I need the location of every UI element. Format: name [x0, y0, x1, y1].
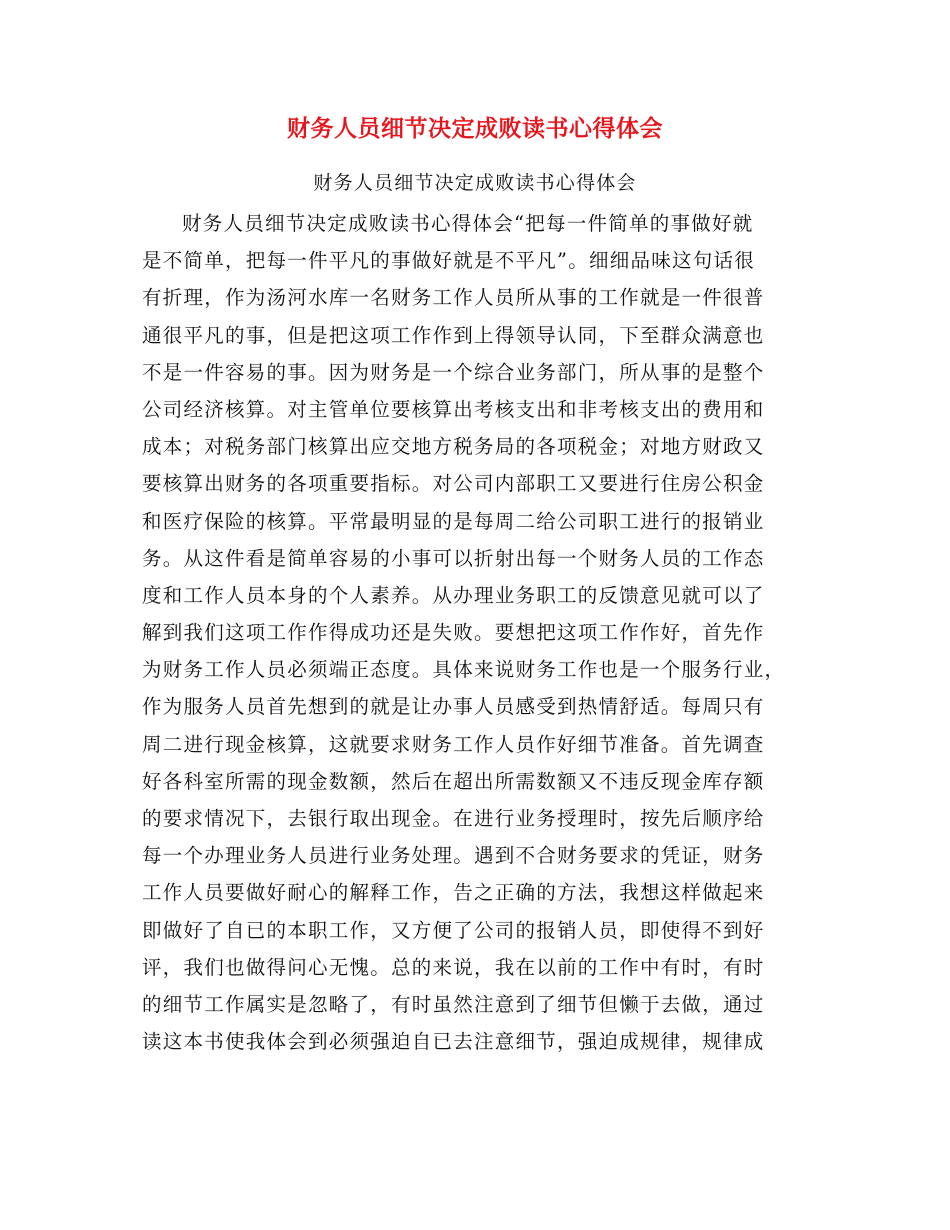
body-line: 的要求情况下，去银行取出现金。在进行业务授理时，按先后顺序给: [142, 807, 765, 830]
body-line: 公司经济核算。对主管单位要核算出考核支出和非考核支出的费用和: [142, 397, 765, 421]
body-line: 好各科室所需的现金数额，然后在超出所需数额又不违反现金库存额: [142, 769, 765, 793]
body-line: 每一个办理业务人员进行业务处理。遇到不合财务要求的凭证，财务: [142, 844, 765, 868]
body-line: 有折理，作为汤河水库一名财务工作人员所从事的工作就是一件很普: [142, 286, 765, 310]
body-line: 读这本书使我体会到必须强迫自已去注意细节，强迫成规律，规律成: [142, 1030, 765, 1054]
body-line: 为财务工作人员必须端正态度。具体来说财务工作也是一个服务行业，: [142, 658, 786, 682]
body-line: 评，我们也做得问心无愧。总的来说，我在以前的工作中有时，有时: [142, 955, 765, 979]
body-line: 和医疗保险的核算。平常最明显的是每周二给公司职工进行的报销业: [142, 509, 765, 533]
body-text: [142, 205, 822, 1060]
body-line: 要核算出财务的各项重要指标。对公司内部职工又要进行住房公积金: [142, 472, 765, 496]
body-line: 即做好了自已的本职工作，又方便了公司的报销人员，即使得不到好: [142, 918, 765, 942]
body-line: 工作人员要做好耐心的解释工作，告之正确的方法，我想这样做起来: [142, 881, 765, 905]
body-line: 不是一件容易的事。因为财务是一个综合业务部门，所从事的是整个: [142, 360, 765, 384]
document-subtitle: 财务人员细节决定成败读书心得体会: [313, 172, 637, 194]
body-line: 是不简单，把每一件平凡的事做好就是不平凡”。细细品味这句话很: [142, 249, 755, 273]
body-line: 作为服务人员首先想到的就是让办事人员感受到热情舒适。每周只有: [142, 695, 765, 719]
body-line: 财务人员细节决定成败读书心得体会“把每一件简单的事做好就: [182, 212, 754, 235]
body-line: 成本；对税务部门核算出应交地方税务局的各项税金；对地方财政又: [142, 435, 765, 459]
body-line: 通很平凡的事，但是把这项工作作到上得领导认同，下至群众满意也: [142, 323, 765, 347]
body-line: 度和工作人员本身的个人素养。从办理业务职工的反馈意见就可以了: [142, 583, 765, 607]
body-line: 周二进行现金核算，这就要求财务工作人员作好细节准备。首先调查: [142, 732, 765, 756]
body-line: 解到我们这项工作作得成功还是失败。要想把这项工作作好，首先作: [142, 621, 765, 645]
document-title: 财务人员细节决定成败读书心得体会: [287, 116, 663, 142]
body-line: 的细节工作属实是忽略了，有时虽然注意到了细节但懒于去做，通过: [142, 992, 765, 1016]
body-line: 务。从这件看是简单容易的小事可以折射出每一个财务人员的工作态: [142, 546, 765, 570]
